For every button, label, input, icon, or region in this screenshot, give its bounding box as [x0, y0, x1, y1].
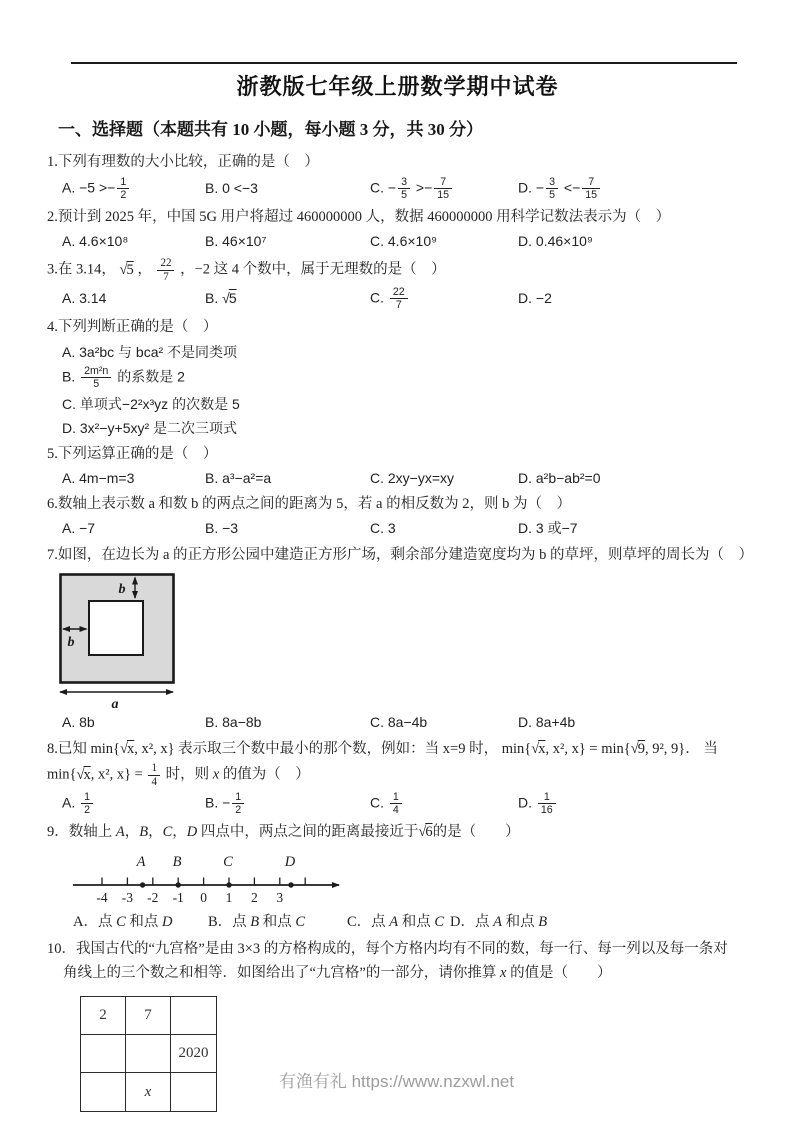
question-5-option-c: C. 2xy−yx=xy — [370, 470, 455, 487]
dim-label-b-top: b — [118, 582, 126, 598]
question-10-stem-line2: 角线上的三个数之和相等．如图给出了“九宫格”的一部分，请你推算 x 的值是（ ） — [63, 964, 612, 981]
question-8-option-c: C. $\frac{1}{4}$ — [370, 791, 518, 816]
question-6-option-d: D. 3 或−7 — [518, 520, 578, 537]
question-2-option-b: B. 46×10⁷ — [205, 232, 267, 249]
question-2-option-a: A. 4.6×10⁸ — [62, 232, 129, 249]
figure-nine-grid — [80, 996, 217, 1112]
question-2 — [47, 207, 748, 251]
header-rule — [71, 62, 737, 64]
tick-label: 1 — [225, 889, 233, 905]
dim-label-b-left: b — [67, 635, 75, 651]
number-line-ticks — [102, 877, 305, 885]
question-8-stem-line2: min{√x, x², x} = $\frac{1}{4}$ 时，则 x 的值为（ ） — [47, 762, 310, 788]
tick-label: 0 — [200, 889, 207, 905]
tick-label: 2 — [251, 889, 258, 905]
question-8-option-d: D. $\frac{1}{16}$ — [518, 791, 748, 816]
question-4-option-b: B. $\frac{\text{2m²n}}{5}$ 的系数是 2 — [62, 365, 185, 391]
question-3 — [47, 257, 748, 311]
question-4 — [47, 317, 748, 439]
question-7 — [47, 545, 754, 733]
page-title: 浙教版七年级上册数学期中试卷 — [236, 74, 559, 99]
question-9 — [47, 822, 748, 933]
question-3-stem: 3.在 3.14， √5 ， $\frac{22}{7}$ ，−2 这 4 个数中，属于无理数的是（ ） — [47, 257, 446, 283]
grid-cell-1: 2 — [81, 997, 126, 1035]
dim-label-a-bottom: a — [111, 697, 119, 711]
question-3-option-b: B. √5 — [205, 290, 237, 307]
question-1-options — [62, 176, 748, 201]
point-label-D: D — [284, 853, 296, 870]
question-8-options — [62, 791, 748, 816]
tick-label: -3 — [121, 889, 134, 905]
question-8-option-a: A. $\frac{1}{2}$ — [62, 791, 205, 816]
question-4-option-d: D. 3x²−y+5xy² 是二次三项式 — [62, 420, 238, 437]
question-7-option-a: A. 8b — [62, 714, 95, 731]
tick-label: -1 — [172, 889, 184, 905]
question-5-option-b: B. a³−a²=a — [205, 470, 272, 487]
question-1-option-d: D. − $\frac{3}{5}$ <− $\frac{7}{15}$ — [518, 176, 748, 201]
question-5-option-a: A. 4m−m=3 — [62, 470, 135, 487]
question-7-options — [62, 712, 748, 732]
question-3-option-c: C. $\frac{22}{7}$ — [370, 286, 518, 311]
question-8 — [47, 739, 748, 817]
question-1-option-b: B. 0 <−3 — [205, 180, 258, 197]
question-2-options — [62, 231, 748, 251]
question-1-stem: 1.下列有理数的大小比较，正确的是（ ） — [47, 154, 319, 170]
question-4-option-a: A. 3a²bc 与 bca² 不是同类项 — [62, 343, 238, 360]
grid-cell-3 — [171, 997, 216, 1035]
figure-square-park — [58, 572, 180, 710]
question-6-option-b: B. −3 — [205, 520, 239, 537]
question-9-option-a: A．点 C 和点 D — [73, 913, 173, 930]
point-label-B: B — [172, 853, 182, 870]
question-2-option-d: D. 0.46×10⁹ — [518, 232, 593, 249]
point-label-A: A — [136, 853, 146, 870]
grid-cell-6: 2020 — [171, 1035, 216, 1073]
question-8-stem-line1: 8.已知 min{√x, x², x} 表示取三个数中最小的那个数，例如：当 x=9 时， min{√x, x², x} = min{√9, 9², 9}． 当 — [47, 740, 718, 757]
question-6-option-a: A. −7 — [62, 520, 96, 537]
question-7-option-c: C. 8a−4b — [370, 714, 428, 731]
question-1-option-c: C. − $\frac{3}{5}$ >− $\frac{7}{15}$ — [370, 176, 518, 201]
question-6-stem: 6.数轴上表示数 a 和数 b 的两点之间的距离为 5，若 a 的相反数为 2，则 b 为（ ） — [47, 496, 571, 513]
tick-label: 3 — [276, 889, 284, 905]
question-4-stem: 4.下列判断正确的是（ ） — [47, 319, 218, 336]
question-7-option-b: B. 8a−8b — [205, 714, 262, 731]
question-10-stem-line1: 10．我国古代的“九宫格”是由 3×3 的方格构成的，每个方格内均有不同的数，每一行、每一列以及每一条对 — [47, 940, 728, 957]
question-9-option-c: C．点 A 和点 C — [347, 913, 445, 930]
grid-cell-8: x — [126, 1073, 171, 1111]
question-5-option-d: D. a²b−ab²=0 — [518, 470, 601, 487]
question-9-option-d: D．点 A 和点 B — [450, 913, 548, 930]
question-9-options — [73, 912, 748, 933]
question-7-option-d: D. 8a+4b — [518, 714, 576, 731]
question-9-stem: 9．数轴上 A，B，C，D 四点中，两点之间的距离最接近于√6的是（ ） — [47, 824, 520, 841]
tick-label: -2 — [147, 889, 159, 905]
point-label-C: C — [223, 853, 233, 870]
question-6-option-c: C. 3 — [370, 520, 396, 537]
question-7-stem: 7.如图，在边长为 a 的正方形公园中建造正方形广场，剩余部分建造宽度均为 b 的草坪，则草坪的周长为（ ） — [47, 546, 754, 563]
figure-number-line — [69, 852, 359, 910]
footer-watermark: 有渔有礼 https://www.nzxwl.net — [278, 1072, 515, 1091]
question-6-options — [62, 518, 748, 538]
grid-cell-2: 7 — [126, 997, 171, 1035]
question-2-option-c: C. 4.6×10⁹ — [370, 232, 438, 249]
tick-label: -4 — [96, 889, 108, 905]
question-4-option-c: C. 单项式−2²x³yz 的次数是 5 — [62, 395, 240, 412]
question-8-option-b: B. − $\frac{1}{2}$ — [205, 791, 370, 816]
question-3-option-d: D. −2 — [518, 290, 552, 307]
question-5 — [47, 444, 748, 488]
question-9-option-b: B．点 B 和点 C — [208, 913, 306, 930]
question-6 — [47, 494, 748, 538]
question-3-option-a: A. 3.14 — [62, 290, 107, 307]
question-1-option-a: A. −5 >− $\frac{1}{2}$ — [62, 176, 205, 201]
question-2-stem: 2.预计到 2025 年，中国 5G 用户将超过 460000000 人，数据 460000000 用科学记数法表示为（ ） — [47, 209, 671, 226]
section-heading: 一、选择题（本题共有 10 小题，每小题 3 分，共 30 分） — [58, 120, 483, 139]
question-5-options — [62, 468, 748, 488]
question-5-stem: 5.下列运算正确的是（ ） — [47, 446, 218, 463]
question-1 — [47, 152, 748, 201]
question-3-options — [62, 286, 748, 311]
inner-square — [89, 601, 143, 655]
